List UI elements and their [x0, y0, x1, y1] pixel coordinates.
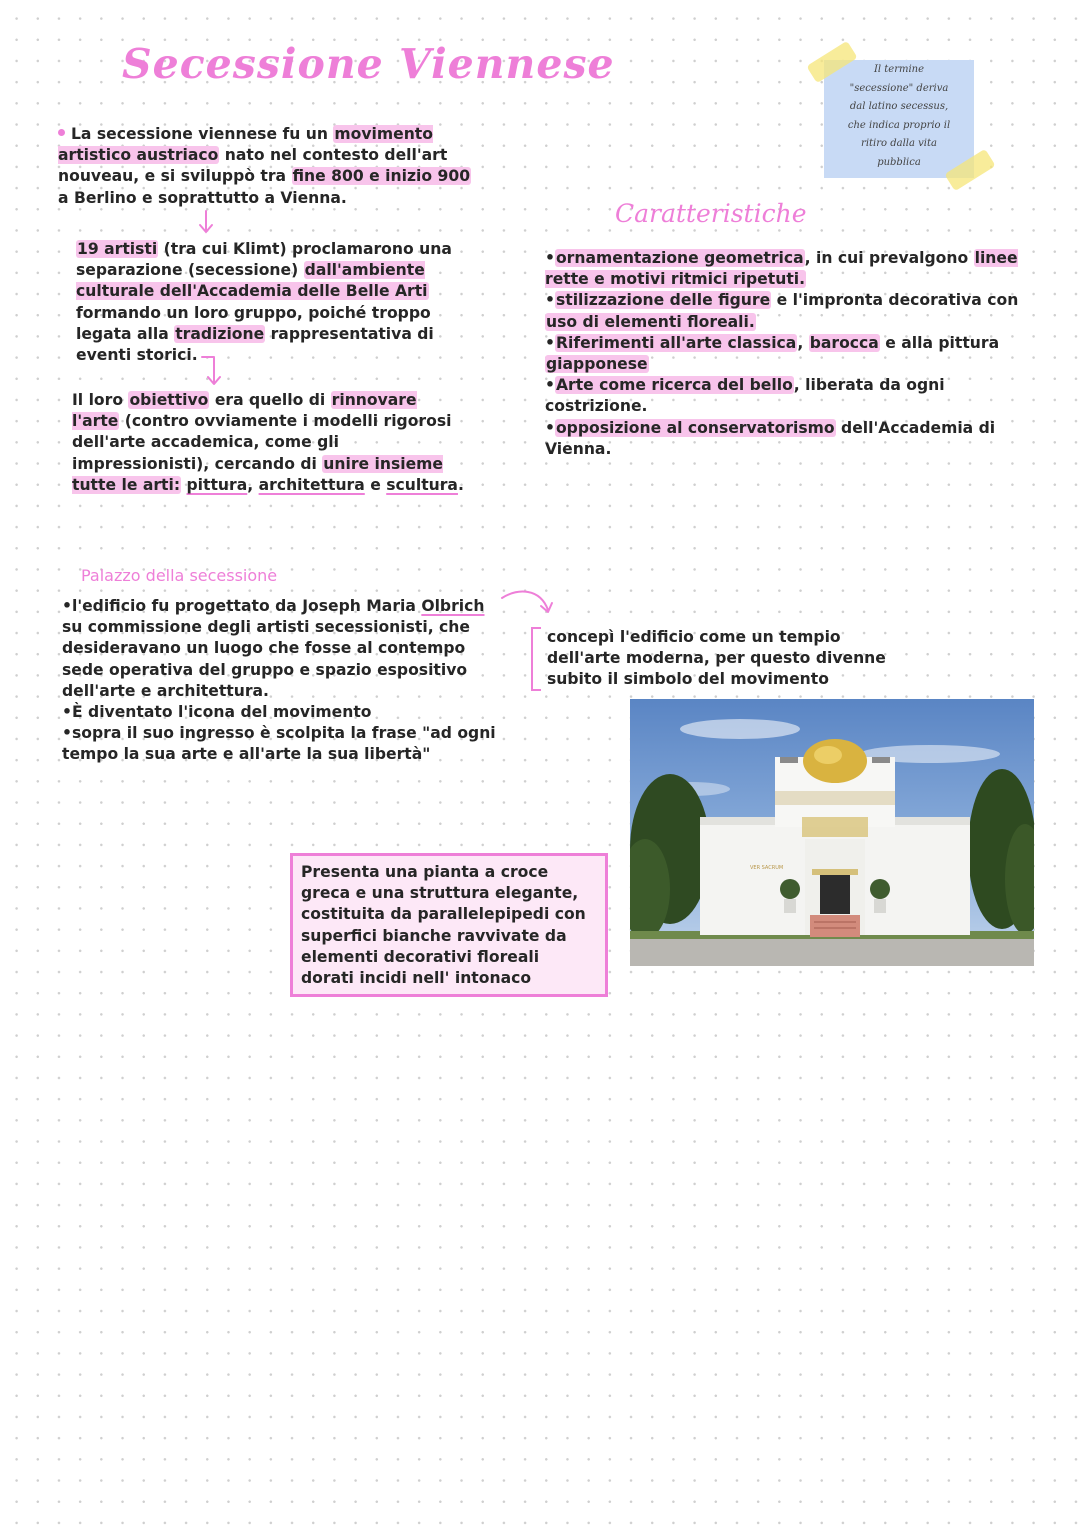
- definition-note: [824, 60, 974, 178]
- highlight: fine 800 e inizio 900: [292, 167, 471, 186]
- secession-building-photo: [630, 699, 1034, 966]
- page-title: Secessione Viennese: [122, 40, 615, 88]
- text: ,: [247, 475, 259, 494]
- text: (tra cui Klimt) proclamarono una separazione (secessione): [76, 240, 452, 280]
- note-line: che indica proprio il: [847, 119, 951, 131]
- note-line: pubblica: [877, 156, 921, 168]
- underline: Olbrich: [421, 597, 485, 615]
- intro-paragraph-3: [72, 390, 464, 496]
- text: sopra il suo ingresso è scolpita la frase "ad ogni tempo la sua arte e all'arte la sua libertà": [62, 724, 496, 764]
- text: e: [364, 475, 387, 494]
- text: È diventato l'icona del movimento: [71, 703, 372, 722]
- photo-sign: VER SACRUM: [750, 865, 784, 871]
- list-item: •Arte come ricerca del bello, liberata da ogni costrizione.: [545, 376, 945, 416]
- palazzo-list: [62, 596, 508, 766]
- text: a Berlino e soprattutto a Vienna.: [58, 188, 347, 207]
- down-arrow-icon: [196, 209, 216, 235]
- highlight: unire insieme tutte le arti:: [72, 454, 443, 494]
- list-item: •sopra il suo ingresso è scolpita la frase "ad ogni tempo la sua arte e all'arte la sua libertà": [62, 724, 496, 764]
- highlight: Riferimenti all'arte classica: [555, 333, 797, 352]
- highlight: tradizione: [175, 324, 265, 343]
- highlight: linee rette e motivi ritmici ripetuti.: [545, 249, 1018, 289]
- intro-paragraph-2: [76, 239, 476, 366]
- text: formando un loro gruppo, poiché troppo legata alla: [76, 303, 431, 343]
- highlight: uso di elementi floreali.: [546, 312, 755, 331]
- text: ,: [797, 333, 809, 352]
- text: .: [457, 475, 464, 494]
- note-line: Il termine: [873, 64, 925, 75]
- text: nato nel contesto dell'art nouveau, e si sviluppò tra: [58, 146, 448, 186]
- bracket-decoration: [531, 627, 541, 691]
- section-heading-palazzo: Palazzo della secessione: [81, 566, 278, 585]
- note-line: "secessione" deriva: [849, 82, 949, 94]
- text: rappresentativa di eventi storici.: [76, 324, 434, 365]
- text: e alla pittura: [879, 333, 1000, 352]
- highlight: opposizione al conservatorismo: [555, 418, 835, 437]
- text: , liberata da ogni costrizione.: [545, 376, 945, 416]
- underline: pittura: [186, 475, 248, 494]
- intro-paragraph-1: [58, 124, 478, 209]
- palazzo-side-note: concepì l'edificio come un tempio dell'arte moderna, per questo divenne subito il simbolo del movimento: [547, 628, 886, 689]
- note-line: dal latino secessus,: [849, 101, 949, 113]
- highlight: movimento artistico austriaco: [58, 125, 433, 165]
- highlight: rinnovare l'arte: [72, 391, 417, 431]
- list-item: •Riferimenti all'arte classica, barocca e alla pittura giapponese: [545, 333, 1000, 374]
- text: Il loro: [72, 391, 129, 409]
- curved-arrow-icon: [500, 588, 556, 628]
- text: l'edificio fu progettato da Joseph Maria: [71, 597, 422, 615]
- text: (contro ovviamente i modelli rigorosi dell'arte accademica, come gli impressionisti), cercando di: [72, 412, 452, 473]
- list-item: •stilizzazione delle figure e l'impronta decorativa con uso di elementi floreali.: [545, 291, 1019, 331]
- highlight: barocca: [809, 333, 879, 352]
- highlight: giapponese: [546, 355, 648, 374]
- list-item: •opposizione al conservatorismo dell'Accademia di Vienna.: [545, 418, 996, 458]
- note-line: ritiro dalla vita: [861, 138, 937, 150]
- highlight: 19 artisti: [77, 240, 158, 258]
- bullet-dot: [58, 129, 65, 136]
- down-arrow-icon: [200, 351, 226, 387]
- text: , in cui prevalgono: [804, 249, 974, 267]
- highlight: obiettivo: [129, 391, 209, 409]
- highlight: dall'ambiente culturale dell'Accademia delle Belle Arti: [76, 261, 428, 301]
- text: e l'impronta decorativa con: [771, 291, 1019, 310]
- text: La secessione viennese fu un: [71, 125, 334, 143]
- underline: architettura: [258, 475, 365, 494]
- text: era quello di: [209, 391, 331, 409]
- highlight: ornamentazione geometrica: [555, 249, 804, 267]
- list-item: •È diventato l'icona del movimento: [62, 703, 372, 722]
- list-item: •l'edificio fu progettato da Joseph Maria Olbrich su commissione degli artisti secessionisti, che desideravano un luogo che fosse al contempo sede operativa del gruppo e spazio espositivo dell'arte e architettura.: [62, 597, 485, 700]
- description-box: Presenta una pianta a croce greca e una struttura elegante, costituita da parallelepipedi con superfici bianche ravvivate da elementi decorativi floreali dorati incidi nell' intonaco: [290, 853, 608, 997]
- list-item: •ornamentazione geometrica, in cui prevalgono linee rette e motivi ritmici ripetuti.: [545, 249, 1018, 289]
- highlight: stilizzazione delle figure: [555, 291, 771, 310]
- text: dell'Accademia di Vienna.: [545, 418, 996, 458]
- text: su commissione degli artisti secessionisti, che desideravano un luogo che fosse al contempo sede operativa del gruppo e spazio espositivo dell'arte e architettura.: [62, 618, 470, 700]
- highlight: Arte come ricerca del bello: [555, 376, 793, 395]
- underline: scultura: [386, 475, 458, 494]
- characteristics-list: [545, 248, 1035, 460]
- section-heading-caratteristiche: Caratteristiche: [615, 199, 807, 228]
